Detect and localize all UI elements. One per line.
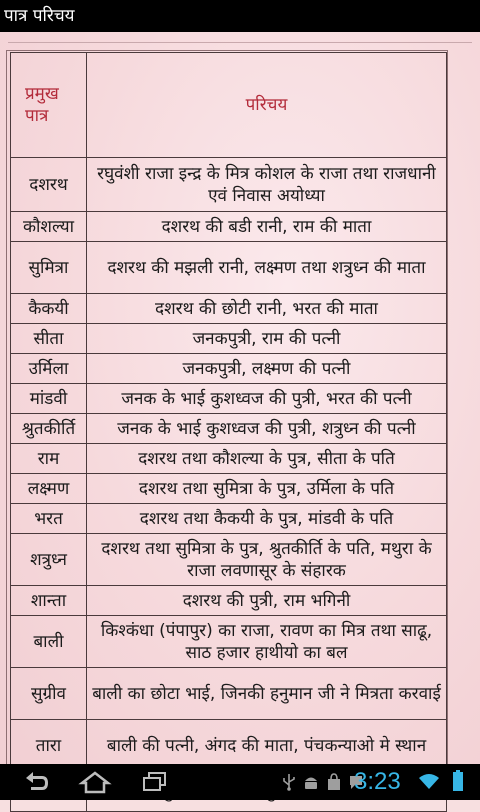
table-header-row — [11, 53, 447, 158]
character-description-cell: जनक के भाई कुशध्वज की पुत्री, भरत की पत्नी — [87, 384, 447, 414]
character-name-cell: सुमित्रा — [11, 242, 87, 294]
battery-icon — [452, 770, 464, 792]
character-name-cell: सुग्रीव — [11, 668, 87, 720]
character-name-cell: लक्ष्मण — [11, 474, 87, 504]
table-row — [11, 474, 447, 504]
header-desc: परिचय — [87, 53, 447, 158]
wifi-icon — [418, 772, 440, 790]
character-name-cell: राम — [11, 444, 87, 474]
table-row — [11, 242, 447, 294]
android-debug-icon — [302, 773, 320, 791]
character-description-cell: दशरथ तथा सुमित्रा के पुत्र, श्रुतकीर्ति के पति, मथुरा के राजा लवणासूर के संहारक — [87, 534, 447, 586]
character-name-cell: भरत — [11, 504, 87, 534]
table-row — [11, 354, 447, 384]
table-row — [11, 444, 447, 474]
character-description-cell: दशरथ तथा कैकयी के पुत्र, मांडवी के पति — [87, 504, 447, 534]
system-navigation-bar — [0, 764, 480, 800]
character-description-cell: बाली का छोटा भाई, जिनकी हनुमान जी ने मित्रता करवाई — [87, 668, 447, 720]
header-name: प्रमुख पात्र — [11, 53, 87, 158]
table-row — [11, 158, 447, 212]
back-icon[interactable] — [22, 770, 50, 794]
table-row — [11, 668, 447, 720]
character-name-cell: तारा — [11, 720, 87, 772]
character-description-cell: जनकपुत्री, लक्ष्मण की पत्नी — [87, 354, 447, 384]
table-row — [11, 212, 447, 242]
character-name-cell: दशरथ — [11, 158, 87, 212]
characters-table — [10, 52, 447, 812]
character-name-cell: बाली — [11, 616, 87, 668]
content-area[interactable] — [0, 32, 480, 764]
character-description-cell: जनक के भाई कुशध्वज की पुत्री, शत्रुध्न की पत्नी — [87, 414, 447, 444]
character-name-cell: सीता — [11, 324, 87, 354]
character-description-cell: जनकपुत्री, राम की पत्नी — [87, 324, 447, 354]
table-row — [11, 504, 447, 534]
recent-apps-icon[interactable] — [140, 770, 170, 794]
table-row — [11, 414, 447, 444]
character-description-cell: दशरथ की पुत्री, राम भगिनी — [87, 586, 447, 616]
home-icon[interactable] — [78, 770, 112, 794]
character-description-cell: दशरथ की छोटी रानी, भरत की माता — [87, 294, 447, 324]
clock: 3:23 — [354, 768, 401, 795]
app-title-bar — [0, 0, 480, 32]
table-row — [11, 294, 447, 324]
character-description-cell: दशरथ की बडी रानी, राम की माता — [87, 212, 447, 242]
character-description-cell: किश्कंधा (पंपापुर) का राजा, रावण का मित्र तथा साढू, साठ हजार हाथीयो का बल — [87, 616, 447, 668]
character-name-cell: कैकयी — [11, 294, 87, 324]
table-row — [11, 534, 447, 586]
usb-icon — [282, 773, 296, 791]
character-name-cell: शान्ता — [11, 586, 87, 616]
character-name-cell: मांडवी — [11, 384, 87, 414]
character-description-cell: दशरथ की मझली रानी, लक्ष्मण तथा शत्रुध्न की माता — [87, 242, 447, 294]
table-row — [11, 586, 447, 616]
character-name-cell: कौशल्या — [11, 212, 87, 242]
character-description-cell: रघुवंशी राजा इन्द्र के मित्र कोशल के राजा तथा राजधानी एवं निवास अयोध्या — [87, 158, 447, 212]
table-row — [11, 384, 447, 414]
table-row — [11, 324, 447, 354]
app-title: पात्र परिचय — [4, 6, 75, 26]
character-name-cell: शत्रुध्न — [11, 534, 87, 586]
table-row — [11, 616, 447, 668]
character-name-cell: उर्मिला — [11, 354, 87, 384]
title-divider — [8, 42, 472, 43]
character-description-cell: बाली की पत्नी, अंगद की माता, पंचकन्याओ मे स्थान — [87, 720, 447, 772]
character-name-cell: श्रुतकीर्ति — [11, 414, 87, 444]
shopping-bag-icon — [326, 773, 342, 791]
character-description-cell: दशरथ तथा कौशल्या के पुत्र, सीता के पति — [87, 444, 447, 474]
character-description-cell: दशरथ तथा सुमित्रा के पुत्र, उर्मिला के पति — [87, 474, 447, 504]
